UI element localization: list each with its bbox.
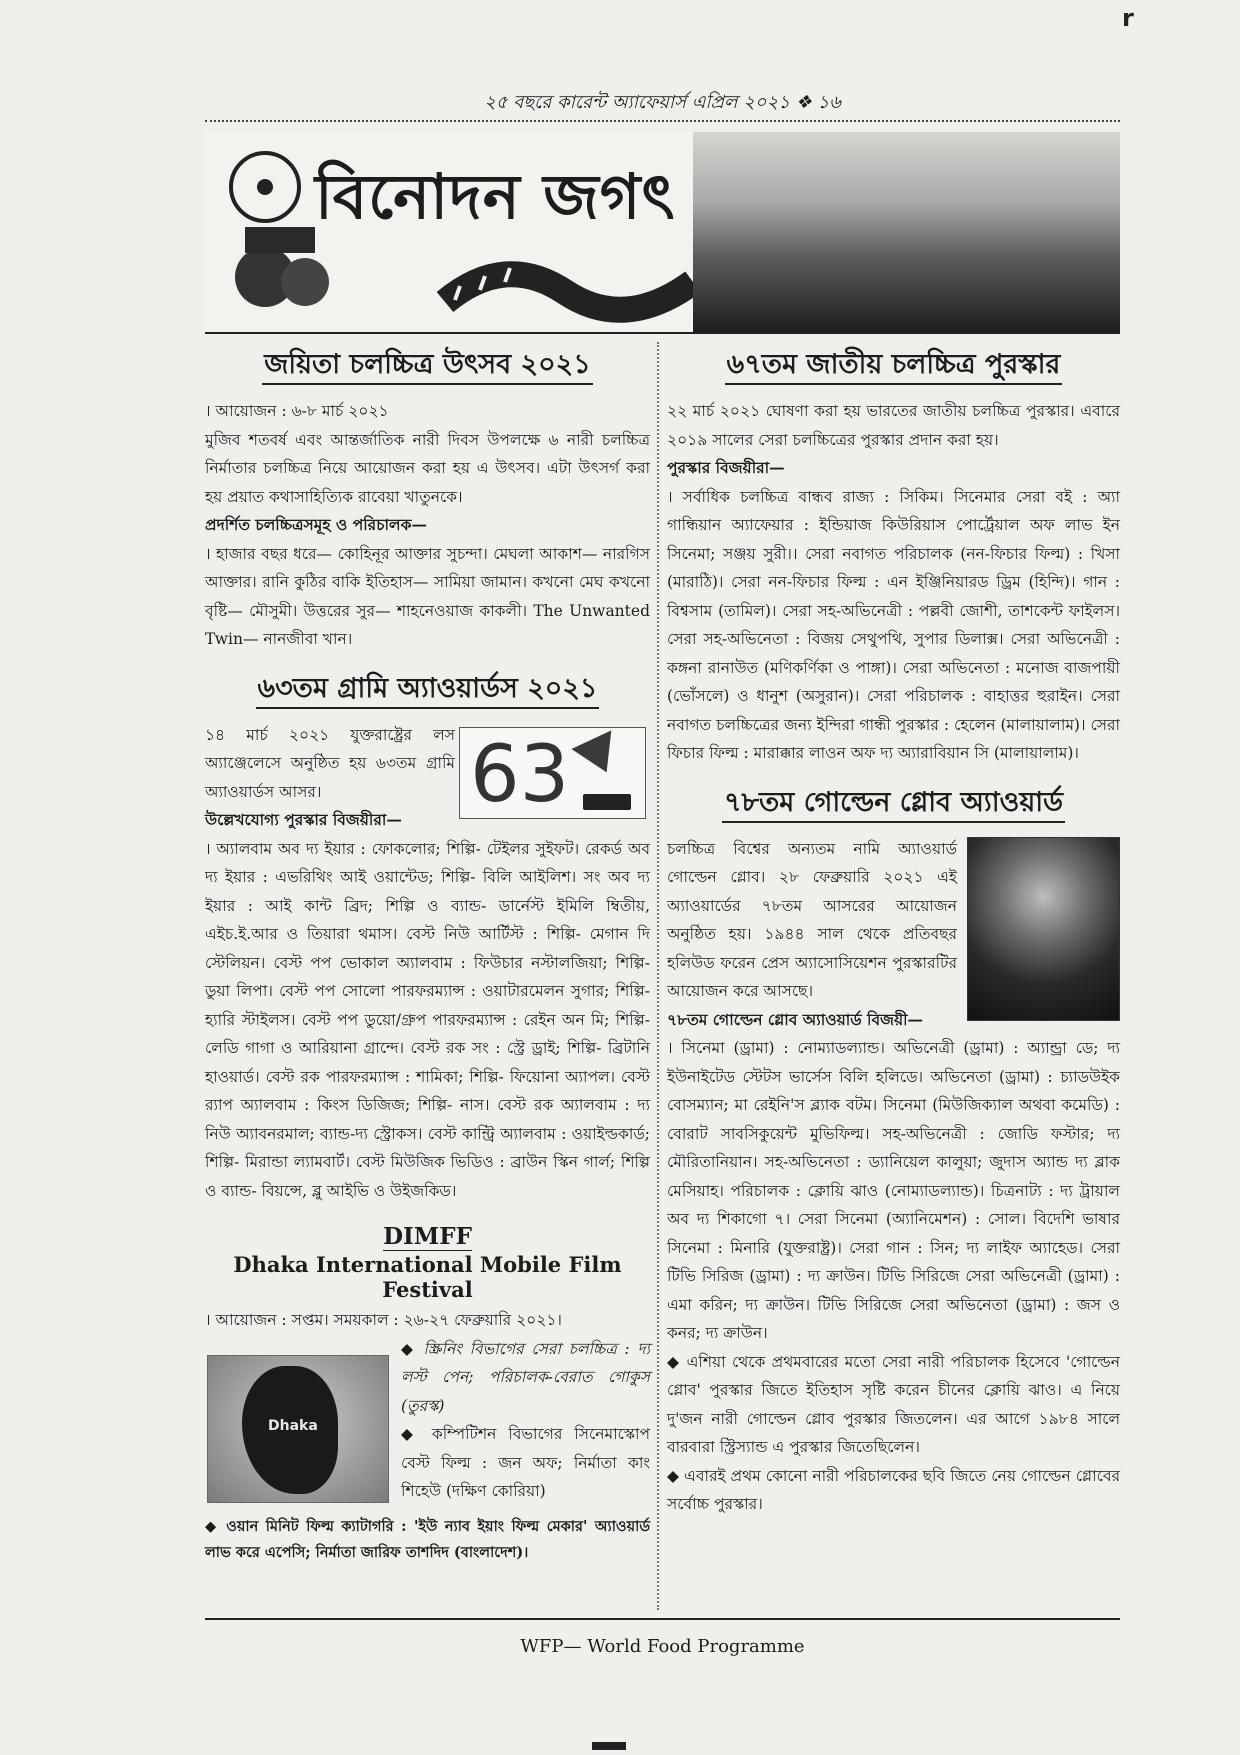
column-divider: [657, 342, 659, 1610]
national-award-title: ৬৭তম জাতীয় চলচ্চিত্র পুরস্কার: [667, 344, 1120, 389]
national-award-winners-list: । সর্বাধিক চলচ্চিত্র বান্ধব রাজ্য : সিকিম। সিনেমার সেরা বই : অ্যা গান্ধিয়ান অ্যাফেয়ার : ইন্ডিয়াজ কিউরিয়াস পোর্ট্রেয়াল অফ লাভ ইন সিনেমা; সঞ্জয় সুরী।। সেরা নবাগত পরিচালক (নন-ফিচার ফিল্ম) : খিসা (মারাঠি)। সেরা নন-ফিচার ফিল্ম : এন ইঞ্জিনিয়ারড ড্রিম (হিন্দি)। গান : বিশ্বসাম (তামিল)। সেরা সহ-অভিনেত্রী : পল্লবী জোশী, তাশকেন্ট ফাইলস। সেরা সহ-অভিনেতা : বিজয় সেথুপথি, সুপার ডিলাক্স। সেরা অভিনেত্রী : কঙ্গনা রানাউত (মণিকর্ণিকা ও পাঙ্গা)। সেরা অভিনেতা : মনোজ বাজপায়ী (ভোঁসলে) ও ধানুশ (অসুরান)। সেরা পরিচালক : বাহাত্তর হুরাইন। সেরা নবাগত চলচ্চিত্রের জন্য ইন্দিরা গান্ধী পুরস্কার : হেলেন (মালায়ালাম)। সেরা ফিচার ফিল্ম : মারাক্কার লাওন অফ দ্য অ্যারাবিয়ান সি (মালায়ালাম)।: [667, 487, 1120, 762]
scan-edge-mark: [592, 1742, 626, 1750]
joyita-description: মুজিব শতবর্ষ এবং আন্তর্জাতিক নারী দিবস উপলক্ষে ৬ নারী চলচ্চিত্র নির্মাতার চলচ্চিত্র নিয়ে আয়োজন করা হয় এ উৎসব। এটা উৎসর্গ করা হয় প্রয়াত কথাসাহিত্যিক রাবেয়া খাতুনকে।: [205, 430, 650, 506]
golden-globe-title: ৭৮তম গোল্ডেন গ্লোব অ্যাওয়ার্ড: [667, 782, 1120, 827]
dimff-subtitle: Dhaka International Mobile Film Festival: [233, 1252, 622, 1302]
running-head: ২৫ বছরে কারেন্ট অ্যাফেয়ার্স এপ্রিল ২০২১ ❖ ১৬: [484, 92, 841, 113]
header-dotted-rule: [205, 120, 1120, 122]
grammy-title: ৬৩তম গ্রামি অ্যাওয়ার্ডস ২০২১: [205, 668, 650, 713]
joyita-festival-title: জয়িতা চলচ্চিত্র উৎসব ২০২১: [205, 344, 650, 389]
dhaka-photo-label: Dhaka: [268, 1417, 318, 1434]
right-column: [667, 342, 1120, 1519]
gramophone-horn: [571, 730, 626, 781]
filmmakers-silhouette-photo: [693, 132, 1120, 332]
grammy-section: [205, 721, 650, 1206]
golden-globe-winners-heading: ৭৮তম গোল্ডেন গ্লোব অ্যাওয়ার্ড বিজয়ী—: [667, 1009, 924, 1029]
magazine-page: [205, 70, 1120, 1670]
dimff-section: [205, 1335, 650, 1506]
golden-globe-intro: চলচ্চিত্র বিশ্বের অন্যতম নামি অ্যাওয়ার্ড গোল্ডেন গ্লোব। ২৮ ফেব্রুয়ারি ২০২১ এই অ্যাওয়ার্ডের ৭৮তম আসরের আয়োজন অনুষ্ঠিত হয়। ১৯৪৪ সাল থেকে প্রতিবছর হলিউড ফরেন প্রেস অ্যাসোসিয়েশন পুরস্কারটির আয়োজন করে আসছে।: [667, 839, 957, 1000]
grammy-intro: ১৪ মার্চ ২০২১ যুক্তরাষ্ট্রের লস অ্যাঞ্জেলেসে অনুষ্ঠিত হয় ৬৩তম গ্রামি অ্যাওয়ার্ডস আসর।: [205, 725, 455, 801]
dimff-meta: । আয়োজন : সপ্তম। সময়কাল : ২৬-২৭ ফেব্রুয়ারি ২০২১।: [205, 1311, 562, 1329]
grammy-winners-list: । অ্যালবাম অব দ্য ইয়ার : ফোকলোর; শিল্পি- টেইলর সুইফট। রেকর্ড অব দ্য ইয়ার : এভরিথিং আই ওয়ান্টেড; শিল্পি- বিলি আইলিশ। সং অব দ্য ইয়ার : আই কান্ট ব্রিদ; শিল্পি ও ব্যান্ড- ডার্নেস্ট ইমিলি ম্বিতীয়, এইচ.ই.আর ও তিয়ারা থমাস। বেস্ট নিউ আর্টিস্ট : শিল্পি- মেগান দি স্টেলিয়ন। বেস্ট পপ ভোকাল অ্যালবাম : ফিউচার নস্টালজিয়া; শিল্পি- ডুয়া লিপা। বেস্ট পপ সোলো পারফরম্যান্স : ওয়াটারমেলন সুগার; শিল্পি- হ্যারি স্টাইলস। বেস্ট পপ ডুয়ো/গ্রুপ পারফরম্যান্স : রেইন অন মি; শিল্পি- লেডি গাগা ও আরিয়ানা গ্রান্দে। বেস্ট রক সং : স্ট্রে ড্রাই; শিল্পি- ব্রিটানি হাওয়ার্ড। বেস্ট রক পারফরম্যান্স : শামিকা; শিল্পি- ফিয়োনা অ্যাপল। বেস্ট র‍্যাপ অ্যালবাম : কিংস ডিজিজ; শিল্পি- নাস। বেস্ট রক অ্যালবাম : দ্য নিউ অ্যাবনরমাল; ব্যান্ড-দ্য স্ট্রোকস। বেস্ট কান্ট্রি অ্যালবাম : ওয়াইল্ডকার্ড; শিল্পি- মিরান্ডা ল্যামবার্ট। বেস্ট মিউজিক ভিডিও : ব্রাউন স্কিন গার্ল; শিল্পি ও ব্যান্ড- বিয়ন্সে, ব্লু আইভি ও উইজকিড।: [205, 839, 650, 1200]
dimff-title: DIMFF: [383, 1223, 472, 1250]
dhaka-peacock-photo: [207, 1355, 389, 1503]
dimff-competition-winner: ◆ কম্পিটিশন বিভাগের সিনেমাস্কোপ বেস্ট ফিল্ম : জন অফ; নির্মাতা কাং শিহেউ (দক্ষিণ কোরিয়া): [401, 1425, 650, 1500]
golden-globe-note-first-woman: ◆ এবারই প্রথম কোনো নারী পরিচালকের ছবি জিতে নেয় গোল্ডেন গ্লোবের সর্বোচ্চ পুরস্কার।: [667, 1466, 1120, 1513]
banner-title: বিনোদন জগৎ: [315, 160, 676, 233]
left-column: [205, 342, 650, 1566]
grammy-logo-photo: [459, 727, 646, 819]
grammy-winners-heading: উল্লেখযোগ্য পুরস্কার বিজয়ীরা—: [205, 810, 402, 829]
golden-globe-section: [667, 835, 1120, 1519]
joyita-films-heading: প্রদর্শিত চলচ্চিত্রসমূহ ও পরিচালক—: [205, 515, 427, 534]
golden-globe-note-chloe-zhao: ◆ এশিয়া থেকে প্রথমবারের মতো সেরা নারী পরিচালক হিসেবে 'গোল্ডেন গ্লোব' পুরস্কার জিতে ইতিহাস সৃষ্টি করেন চীনের ক্লোয়ি ঝাও। এ নিয়ে দু'জন নারী গোল্ডেন গ্লোব পুরস্কার জিতলেন। এর আগে ১৯৮৪ সালে বারবারা স্ট্রিস্যান্ড এ পুরস্কার জিতেছিলেন।: [667, 1352, 1120, 1456]
page-bottom-rule: [205, 1618, 1120, 1620]
national-award-winners-heading: পুরস্কার বিজয়ীরা—: [667, 458, 785, 477]
golden-globe-winners-list: । সিনেমা (ড্রামা) : নোম্যাডল্যান্ড। অভিনেত্রী (ড্রামা) : অ্যান্ড্রা ডে; দ্য ইউনাইটেড স্টেটস ভার্সেস বিলি হলিডে। অভিনেতা (ড্রামা) : চ্যাডউইক বোসম্যান; মা রেইনি'স ব্ল্যাক বটম। সিনেমা (মিউজিক্যাল অথবা কমেডি) : বোরাট সাবসিকুয়েন্ট মুভিফিল্ম। সহ-অভিনেত্রী : জোডি ফস্টার; দ্য মৌরিতানিয়ান। সহ-অভিনেতা : ড্যানিয়েল কালুয়া; জুদাস অ্যান্ড দ্য ব্লাক মেসিয়াহ। পরিচালক : ক্লোয়ি ঝাও (নোম্যাডল্যান্ড)। চিত্রনাট্য : দ্য ট্রায়াল অব দ্য শিকাগো ৭। সেরা সিনেমা (অ্যানিমেশন) : সোল। বিদেশি ভাষার সিনেমা : মিনারি (যুক্তরাষ্ট্র)। সেরা গান : সিন; দ্য লাইফ অ্যাহেড। সেরা টিভি সিরিজ (ড্রামা) : দ্য ক্রাউন। টিভি সিরিজে সেরা অভিনেত্রী (ড্রামা) : এমা করিন; দ্য ক্রাউন। টিভি সিরিজে সেরা অভিনেতা (ড্রামা) : জস ও কনর; দ্য ক্রাউন।: [667, 1039, 1120, 1342]
grammy-photo-number: 63: [470, 729, 570, 819]
joyita-films-list: । হাজার বছর ধরে— কোহিনূর আক্তার সুচন্দা। মেঘলা আকাশ— নারগিস আক্তার। রানি কুঠির বাকি ইতিহাস— সামিয়া জামান। কখনো মেঘ কখনো বৃষ্টি— মৌসুমী। উত্তরের সুর— শাহনেওয়াজ কাকলী। The Unwanted Twin— নানজীবা খান।: [205, 544, 650, 648]
national-award-intro: ২২ মার্চ ২০২১ ঘোষণা করা হয় ভারতের জাতীয় চলচ্চিত্র পুরস্কার। এবারে ২০১৯ সালের সেরা চলচ্চিত্রের পুরস্কার প্রদান করা হয়।: [667, 402, 1120, 449]
dimff-screening-winner: ◆ স্ক্রিনিং বিভাগের সেরা চলচ্চিত্র : দ্য লস্ট পেন; পরিচালক-বেরাত গোকুস (তুরস্ক): [401, 1339, 650, 1415]
footer-note: WFP— World Food Programme: [520, 1636, 805, 1657]
section-banner: [205, 132, 1120, 332]
banner-bottom-rule: [205, 332, 1120, 334]
joyita-date: । আয়োজন : ৬-৮ মার্চ ২০২১: [205, 402, 389, 420]
dimff-one-minute-winner: ◆ ওয়ান মিনিট ফিল্ম ক্যাটাগরি : 'ইউ ন্যাব ইয়াং ফিল্ম মেকার' অ্যাওয়ার্ড লাভ করে এপেসি; নির্মাতা জারিফ তাশদিদ (বাংলাদেশ)।: [205, 1517, 650, 1561]
page-corner-mark: r: [1122, 4, 1134, 32]
gramophone-base: [583, 794, 631, 810]
film-reel-illustration: [205, 132, 693, 332]
golden-globe-trophy-photo: [967, 837, 1120, 1021]
